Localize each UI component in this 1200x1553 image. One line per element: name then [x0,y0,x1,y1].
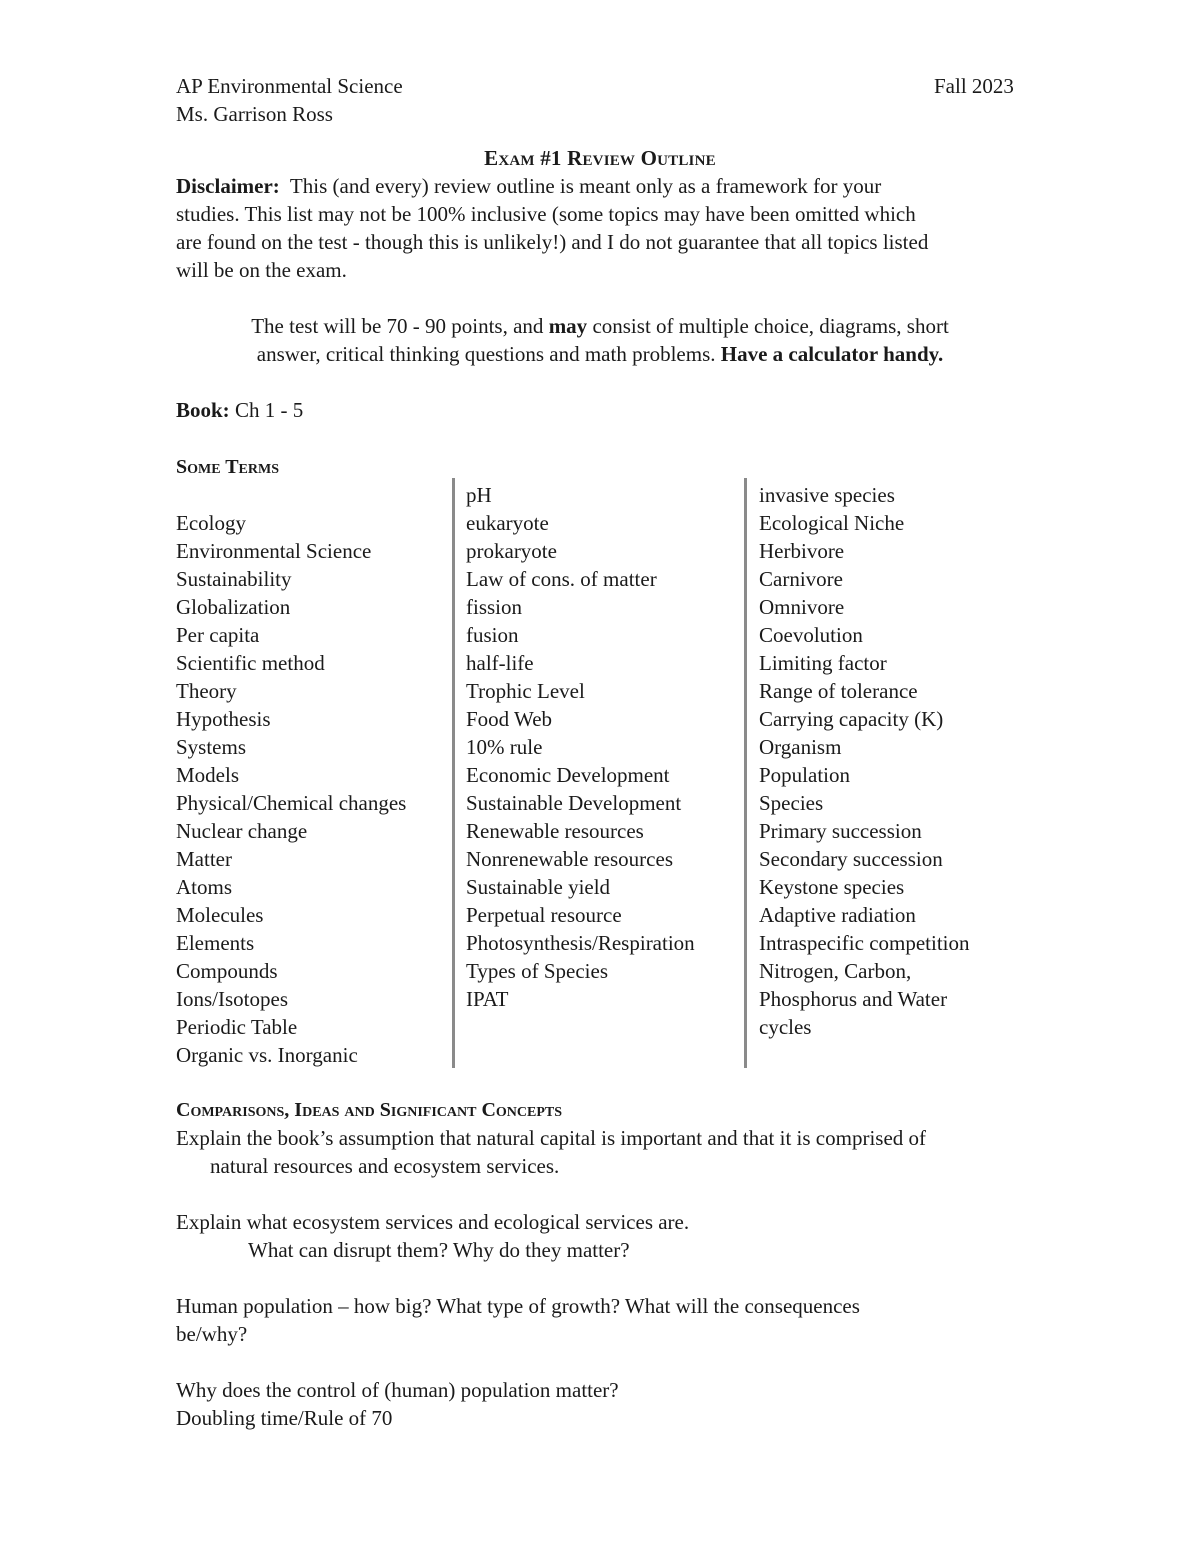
term-item: Primary succession [759,819,922,843]
teacher-name: Ms. Garrison Ross [176,102,333,126]
term-item: Hypothesis [176,707,271,731]
concept-line: Explain what ecosystem services and ecological services are. [176,1210,690,1234]
concept-human-population [176,1292,1026,1348]
concept-line: be/why? [176,1322,248,1346]
term-item: Adaptive radiation [759,903,916,927]
term-item: Sustainable Development [466,791,682,815]
term: Fall 2023 [934,74,1014,98]
term-item: Species [759,791,824,815]
term-item: Trophic Level [466,679,585,703]
term-item: Ecological Niche [759,511,905,535]
terms-column-1 [176,509,406,1069]
term-item: Molecules [176,903,264,927]
test-note-line-1 [176,312,1024,340]
term-item: invasive species [759,483,895,507]
concept-line: What can disrupt them? Why do they matter? [248,1238,630,1262]
term-item: Limiting factor [759,651,887,675]
concept-population-control [176,1376,1026,1432]
term-item: Organic vs. Inorganic [176,1043,358,1067]
term-item: Secondary succession [759,847,943,871]
term-item: Ions/Isotopes [176,987,288,1011]
disclaimer-line-3: are found on the test - though this is unlikely!) and I do not guarantee that all topics listed [176,230,929,254]
term-item: fission [466,595,523,619]
term-item: Carnivore [759,567,843,591]
term-item: fusion [466,623,519,647]
term-item: Range of tolerance [759,679,918,703]
test-note-text-d: answer, critical thinking questions and math problems. [256,342,721,366]
term-item: Sustainable yield [466,875,611,899]
term-item: Nuclear change [176,819,308,843]
book-line [176,396,1026,424]
term-item: 10% rule [466,735,543,759]
term-item: Organism [759,735,842,759]
term-item: pH [466,483,492,507]
term-item: Globalization [176,595,291,619]
calculator-note: Have a calculator handy. [720,342,944,366]
term-item: Compounds [176,959,278,983]
concept-line: Explain the book’s assumption that natural capital is important and that it is comprised of [176,1126,927,1150]
disclaimer [176,172,1026,284]
concept-line: Human population – how big? What type of growth? What will the consequences [176,1294,860,1318]
term-item: Matter [176,847,232,871]
term-item: Atoms [176,875,233,899]
disclaimer-line-1 [176,172,1026,200]
term-item: Elements [176,931,255,955]
term-item: Coevolution [759,623,863,647]
disclaimer-label: Disclaimer: [176,174,280,198]
test-note-text-c: consist of multiple choice, diagrams, short [587,314,949,338]
term-item: Population [759,763,851,787]
terms-column-2 [466,481,695,1013]
term-item: Economic Development [466,763,670,787]
term-item: prokaryote [466,539,557,563]
column-divider-1 [452,478,455,1068]
term-item: Environmental Science [176,539,372,563]
concept-natural-capital [176,1124,1026,1180]
test-note [176,312,1024,368]
term-item: Herbivore [759,539,845,563]
term-item: Carrying capacity (K) [759,707,944,731]
term-item: Nitrogen, Carbon, [759,959,912,983]
book-label: Book: [176,398,230,422]
term-item: Omnivore [759,595,845,619]
term-item: cycles [759,1015,812,1039]
test-note-line-2 [176,340,1024,368]
page-title: Exam #1 Review Outline [484,146,716,170]
concept-line: natural resources and ecosystem services. [210,1154,560,1178]
term-item: Systems [176,735,247,759]
term-item: Perpetual resource [466,903,622,927]
term-item: Physical/Chemical changes [176,791,407,815]
course-name: AP Environmental Science [176,74,403,98]
term-item: IPAT [466,987,509,1011]
term-item: Types of Species [466,959,608,983]
term-item: Theory [176,679,237,703]
column-divider-2 [744,478,747,1068]
term-item: Nonrenewable resources [466,847,673,871]
course-header [176,72,403,128]
term-item: Law of cons. of matter [466,567,657,591]
term-item: Keystone species [759,875,905,899]
disclaimer-line-2: studies. This list may not be 100% inclusive (some topics may have been omitted which [176,202,916,226]
term-item: eukaryote [466,511,549,535]
disclaimer-text-1: This (and every) review outline is meant only as a framework for your [289,174,882,198]
book-chapters: Ch 1 - 5 [234,398,304,422]
term-item: Intraspecific competition [759,931,970,955]
term-item: Periodic Table [176,1015,298,1039]
terms-column-3 [759,481,970,1041]
term-item: Scientific method [176,651,325,675]
term-item: Photosynthesis/Respiration [466,931,695,955]
term-item: Models [176,763,239,787]
concepts-heading: Comparisons, Ideas and Significant Concepts [176,1099,563,1121]
term-item: Food Web [466,707,553,731]
term-item: Ecology [176,511,246,535]
term-item: half-life [466,651,534,675]
term-item: Sustainability [176,567,292,591]
concept-ecosystem-services [176,1208,1026,1264]
concept-line: Doubling time/Rule of 70 [176,1406,393,1430]
test-note-emphasis: may [548,314,588,338]
term-item: Per capita [176,623,260,647]
term-item: Renewable resources [466,819,644,843]
disclaimer-line-4: will be on the exam. [176,258,347,282]
concept-line: Why does the control of (human) population matter? [176,1378,619,1402]
test-note-text-a: The test will be 70 - 90 points, and [251,314,549,338]
term-item: Phosphorus and Water [759,987,948,1011]
terms-heading: Some Terms [176,456,279,478]
